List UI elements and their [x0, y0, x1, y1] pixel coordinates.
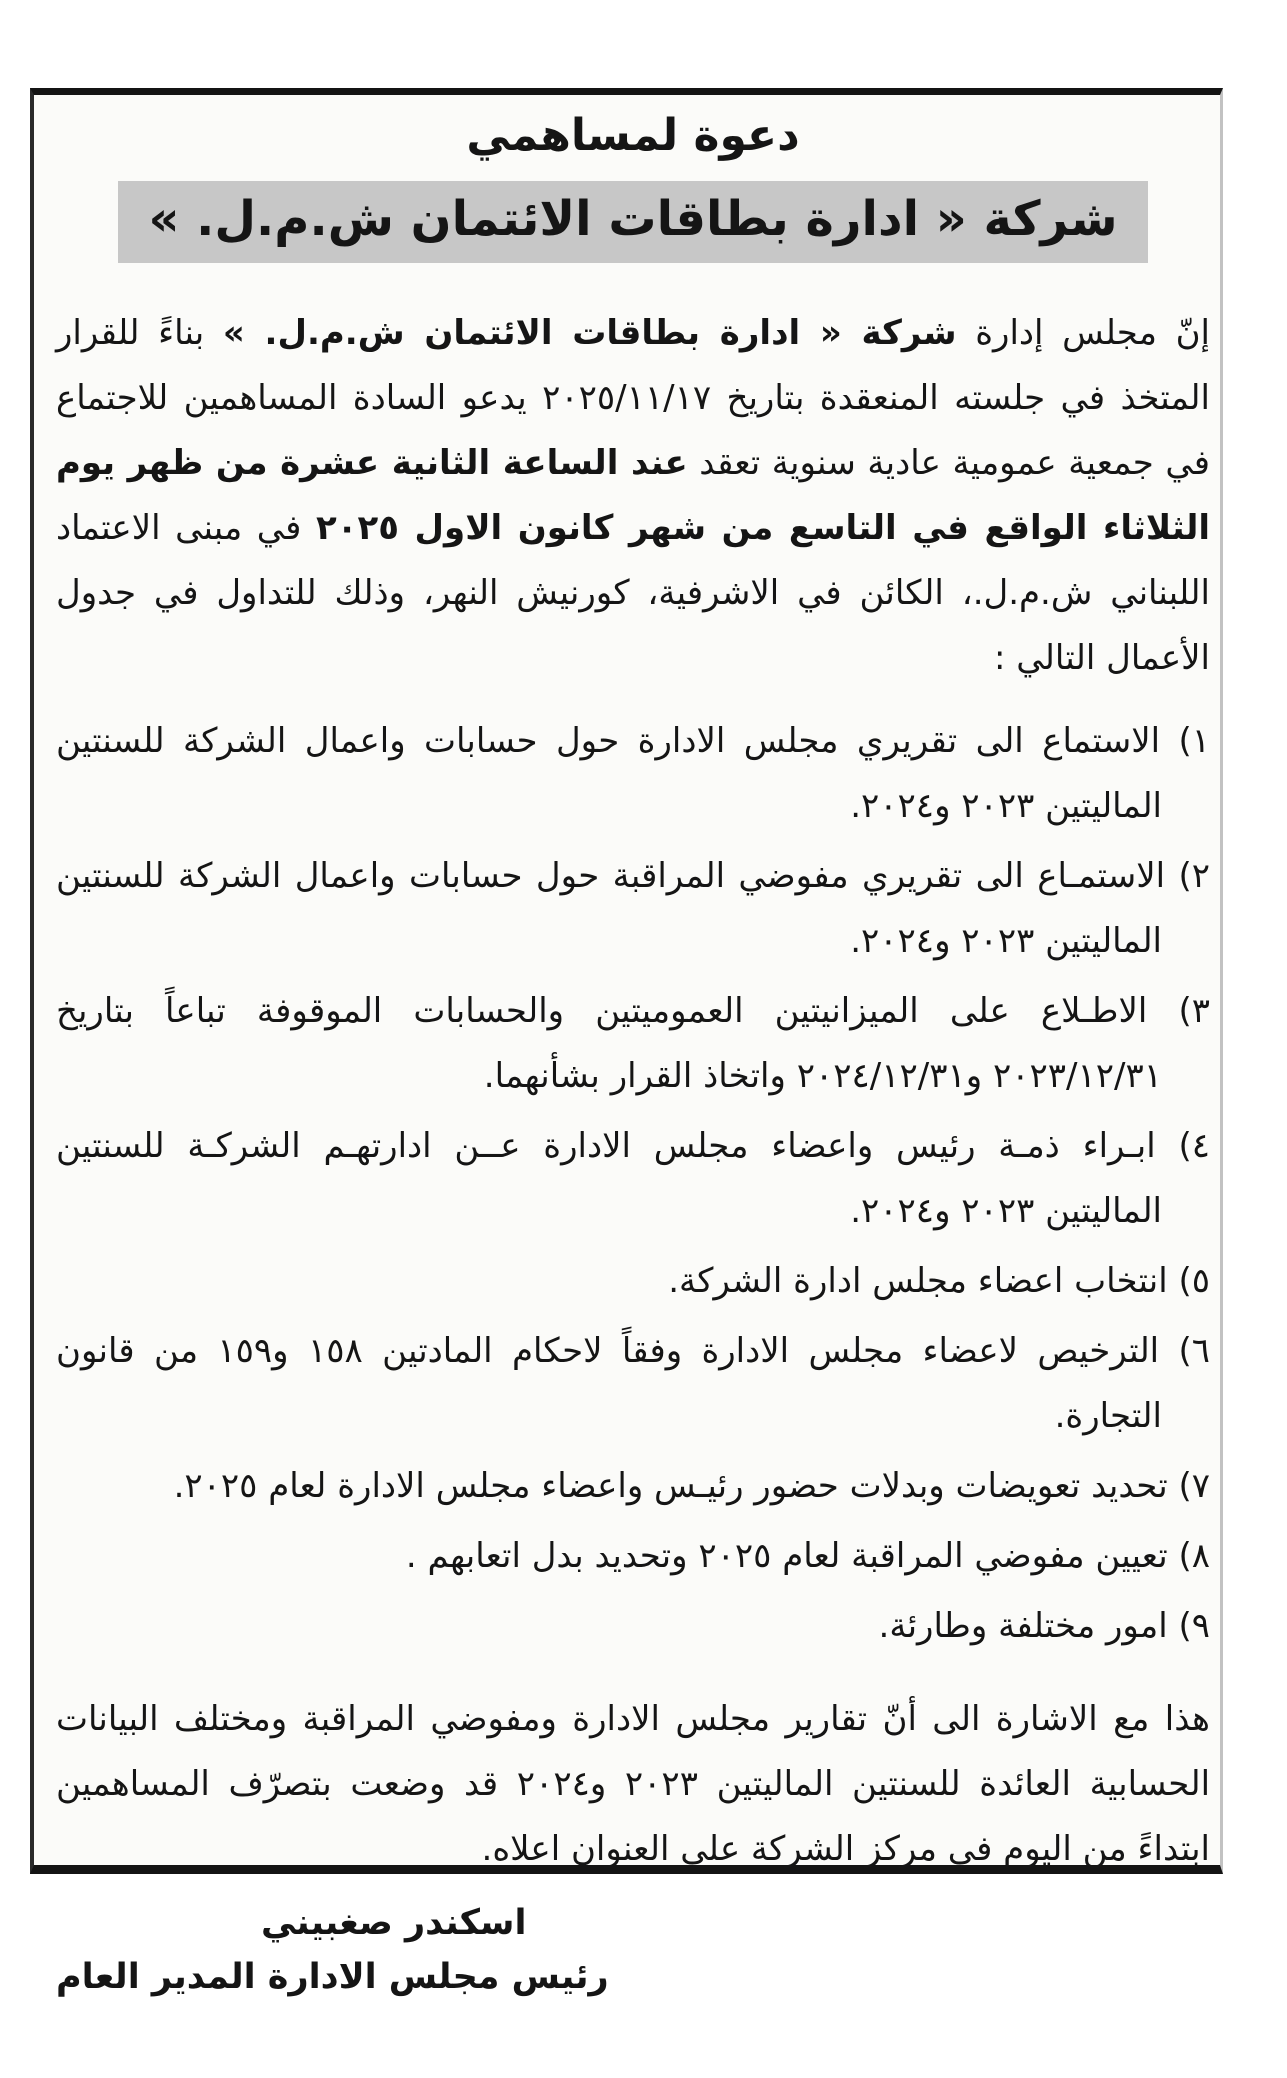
company-name-inline: شركة « ادارة بطاقات الائتمان ش.م.ل. »: [222, 313, 957, 353]
agenda-item-text: الاستماع الى تقريري مجلس الادارة حول حسابات واعمال الشركة للسنتين الماليتين ٢٠٢٣ و٢٠٢٤.: [56, 721, 1162, 826]
agenda-item-number: ١): [1178, 721, 1210, 761]
agenda-item-number: ٣): [1178, 991, 1211, 1031]
signatory-title: رئيس مجلس الادارة المدير العام: [56, 1957, 609, 1997]
agenda-item-text: امور مختلفة وطارئة.: [878, 1606, 1168, 1646]
agenda-item-number: ٤): [1178, 1126, 1210, 1166]
agenda-item-number: ٢): [1178, 856, 1210, 896]
agenda-item: [56, 1249, 1210, 1314]
agenda-item-text: ابـراء ذمـة رئيس واعضاء مجلس الادارة عــن ادارتهـم الشركـة للسنتين الماليتين ٢٠٢٣ و٢٠٢٤.: [56, 1126, 1162, 1231]
agenda-item-number: ٩): [1178, 1606, 1210, 1646]
agenda-item-number: ٨): [1178, 1536, 1210, 1576]
agenda-item-number: ٥): [1178, 1261, 1210, 1301]
intro-text-lead: إنّ مجلس إدارة: [956, 313, 1210, 353]
agenda-item: [56, 709, 1210, 839]
agenda-item-text: الاطـلاع على الميزانيتين العموميتين والحسابات الموقوفة تباعاً بتاريخ ٢٠٢٣/١٢/٣١ و٢٠٢٤/١٢/٣١ واتخاذ القرار بشأنهما.: [56, 991, 1162, 1096]
intro-text-tail: في مبنى الاعتماد اللبناني ش.م.ل.، الكائن في الاشرفية، كورنيش النهر، وذلك للتداول في جدول الأعمال التالي :: [56, 508, 1210, 678]
signature-block: [56, 1896, 1210, 2004]
intro-text-middle: بناءً للقرار المتخذ في جلسته المنعقدة بتاريخ ٢٠٢٥/١١/١٧ يدعو السادة المساهمين للاجتماع في جمعية عمومية عادية سنوية تعقد: [56, 313, 1210, 483]
meeting-datetime: عند الساعة الثانية عشرة من ظهر يوم الثلاثاء الواقع في التاسع من شهر كانون الاول ٢٠٢٥: [56, 443, 1211, 548]
agenda-item: [56, 1594, 1210, 1659]
closing-paragraph: هذا مع الاشارة الى أنّ تقارير مجلس الادارة ومفوضي المراقبة ومختلف البيانات الحسابية العائدة للسنتين الماليتين ٢٠٢٣ و٢٠٢٤ قد وضعت بتصرّف المساهمين ابتداءً من اليوم في مركز الشركة على العنوان اعلاه.: [56, 1699, 1211, 1869]
intro-paragraph: [56, 301, 1210, 691]
signatory-name: اسكندر صغبيني: [261, 1903, 527, 1943]
agenda-item: [56, 1114, 1210, 1244]
agenda-item: [56, 844, 1210, 974]
agenda-item: [56, 979, 1210, 1109]
agenda-item: [56, 1319, 1210, 1449]
agenda-item-text: تحديد تعويضات وبدلات حضور رئيـس واعضاء مجلس الادارة لعام ٢٠٢٥.: [173, 1466, 1168, 1506]
page-title: دعوة لمساهمي: [466, 110, 800, 161]
agenda-item: [56, 1524, 1210, 1589]
agenda-item-number: ٦): [1178, 1331, 1211, 1371]
announcement-box: [30, 88, 1223, 1997]
company-name-banner: شركة « ادارة بطاقات الائتمان ش.م.ل. »: [118, 181, 1148, 263]
agenda-list: [56, 709, 1210, 1659]
agenda-item: [56, 1454, 1210, 1519]
agenda-item-text: تعيين مفوضي المراقبة لعام ٢٠٢٥ وتحديد بدل اتعابهم .: [405, 1536, 1168, 1576]
agenda-item-text: الاستمـاع الى تقريري مفوضي المراقبة حول حسابات واعمال الشركة للسنتين الماليتين ٢٠٢٣ و٢٠٢٤.: [56, 856, 1166, 961]
agenda-item-text: الترخيص لاعضاء مجلس الادارة وفقاً لاحكام المادتين ١٥٨ و١٥٩ من قانون التجارة.: [56, 1331, 1162, 1436]
agenda-item-text: انتخاب اعضاء مجلس ادارة الشركة.: [668, 1261, 1168, 1301]
agenda-item-number: ٧): [1178, 1466, 1210, 1506]
